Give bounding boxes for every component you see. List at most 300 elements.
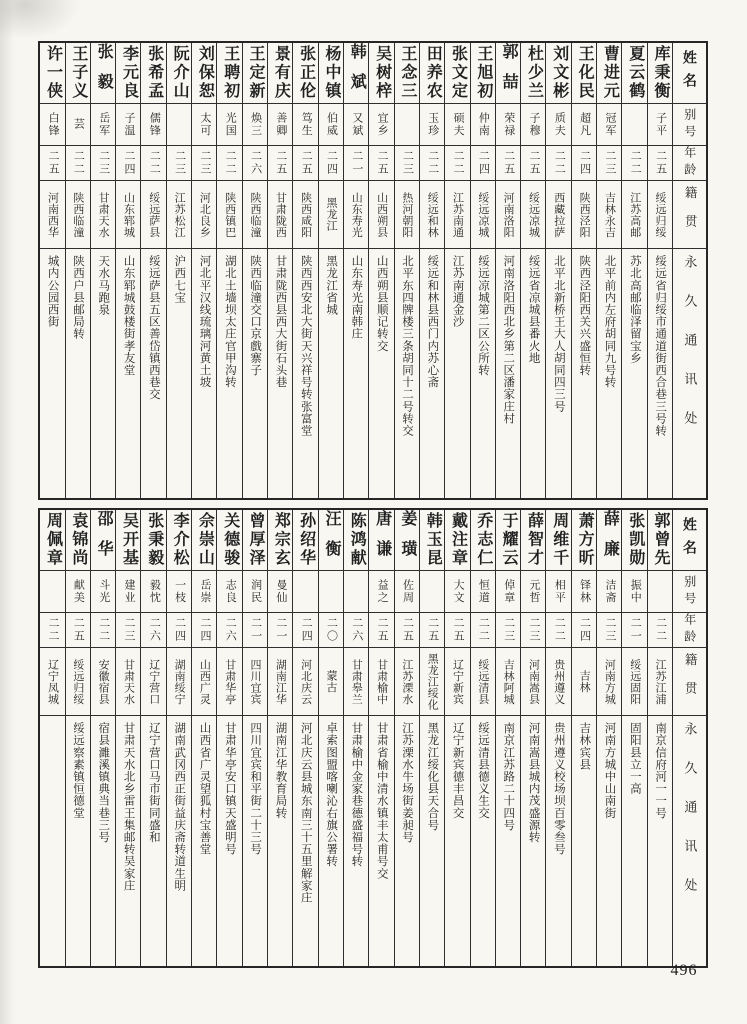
header-label-native-place: 籍贯: [683, 653, 698, 710]
entry-column: [545, 43, 570, 498]
entry-column: [40, 510, 64, 966]
entry-column: [318, 510, 343, 966]
entry-address: 辽宁新宾德丰昌交: [451, 722, 464, 819]
entry-native-place: 陕西临潼: [249, 191, 261, 238]
entry-address: 湖南武冈西正街益庆斋转道生明: [173, 722, 186, 892]
entry-native-place: 山东郓城: [122, 191, 135, 238]
entry-native-place: 江苏南通: [451, 191, 464, 238]
entry-age: 二〇: [325, 617, 338, 643]
entry-age: 二四: [198, 617, 211, 643]
entry-native-place: 江苏松江: [173, 191, 186, 238]
entry-address: 北平东四牌楼三条胡同十二号转交: [401, 255, 414, 437]
entry-name: 李元良: [120, 45, 138, 101]
entry-age: 二三: [198, 150, 211, 176]
entry-column: [520, 510, 545, 966]
entry-address: 湖北土墙坝太庄官甲沟转: [223, 255, 236, 389]
entry-alias: 冠军: [603, 112, 616, 137]
entry-name: 景有庆: [272, 45, 290, 101]
entry-native-place: 绥远清县: [476, 658, 489, 705]
entry-alias: 一枝: [173, 579, 186, 604]
entry-column: [470, 43, 495, 498]
entry-address: 陕西户县邮局转: [71, 255, 84, 340]
entry-address: 天水马跑泉: [97, 255, 110, 316]
entry-age: 二一: [629, 617, 642, 643]
entry-native-place: 江苏高邮: [628, 191, 641, 238]
entry-native-place: 陕西咸阳: [299, 191, 312, 238]
entry-name: 吴开基: [120, 512, 138, 568]
entry-column: [115, 510, 140, 966]
entry-age: 二五: [72, 617, 85, 643]
entry-age: 二二: [224, 150, 237, 176]
entry-alias: 元哲: [528, 579, 541, 604]
entry-name: 王聘初: [221, 45, 239, 101]
entry-name: 王定新: [247, 45, 264, 101]
entry-age: 二三: [123, 617, 136, 643]
entry-native-place: 绥远固阳: [628, 658, 641, 705]
entry-address: 甘肃华亭安口镇天盛明号: [223, 722, 236, 856]
entry-native-place: 山西朔县: [375, 191, 388, 238]
entry-native-place: 绥远萨县: [147, 191, 160, 238]
entry-column: [242, 43, 267, 498]
entry-alias: 子温: [123, 112, 136, 137]
entry-column: [90, 510, 115, 966]
entry-native-place: 安徽宿县: [97, 658, 110, 705]
entry-age: 二四: [300, 617, 313, 643]
header-label-native-place: 籍贯: [683, 186, 698, 243]
entry-native-place: 甘肃皋兰: [350, 658, 363, 705]
entry-alias: 焕三: [249, 112, 262, 137]
entry-address: 江苏溧水牛场街姜昶号: [401, 722, 414, 843]
entry-column: [216, 510, 241, 966]
entry-address: 四川宜宾和平街二十三号: [249, 722, 262, 856]
entry-address: 辽宁营口马市街同盛和: [147, 722, 160, 843]
entry-address: 苏北高邮临泽留宝乡: [628, 255, 641, 364]
entry-native-place: 陕西临潼: [71, 191, 84, 238]
entry-name: 戴注章: [449, 512, 467, 568]
entry-column: [267, 43, 292, 498]
entry-column: [242, 510, 267, 966]
entry-alias: 芸: [72, 118, 85, 131]
entry-column: [621, 510, 646, 966]
entry-name: 王念三: [398, 45, 416, 101]
entry-age: 二四: [477, 150, 490, 176]
entry-column: [65, 510, 90, 966]
entry-native-place: 辽宁凤城: [46, 658, 59, 705]
entry-name: 田养农: [424, 45, 442, 101]
entry-alias: 斗光: [97, 579, 110, 604]
entry-age: 二五: [452, 617, 465, 643]
entry-age: 二二: [553, 150, 566, 176]
entry-name: 姜璜: [398, 510, 416, 570]
entry-age: 二五: [300, 150, 313, 176]
entry-age: 二四: [578, 150, 591, 176]
entry-name: 许一侠: [44, 45, 62, 101]
entry-name: 汪衡: [322, 510, 340, 570]
entry-column: [394, 43, 419, 498]
entry-column: [647, 510, 672, 966]
entry-alias: 太可: [198, 112, 211, 137]
entry-column: [267, 510, 292, 966]
entry-native-place: 甘肃华亭: [223, 658, 236, 705]
entry-column: [140, 43, 165, 498]
entry-alias: 宜乡: [376, 112, 389, 137]
entry-column: [596, 43, 621, 498]
entry-age: 二三: [173, 150, 186, 176]
entry-native-place: 绥远归绥: [654, 191, 666, 238]
entry-native-place: 绥远归绥: [71, 658, 84, 705]
entry-column: [596, 510, 621, 966]
entry-native-place: 甘肃陇西: [274, 191, 287, 238]
entry-column: [621, 43, 646, 498]
entry-address: 绥远省归绥市通道街西合巷三号转: [654, 255, 667, 437]
entry-column: [140, 510, 165, 966]
entry-age: 二六: [350, 617, 363, 643]
entry-native-place: 贵州遵义: [552, 658, 565, 705]
entry-address: 南京江苏路二十四号: [502, 722, 515, 831]
entry-native-place: 山东寿光: [350, 191, 363, 238]
entry-address: 山东郓城鼓楼街孝友堂: [122, 255, 135, 376]
entry-address: 河北平汉线琉璃河黄土坡: [198, 255, 211, 389]
entry-column: [495, 43, 520, 498]
entry-name: 杨中镇: [322, 45, 340, 101]
entry-column: [65, 43, 90, 498]
entry-age: 二二: [477, 617, 490, 643]
entry-address: 湖南江华教育局转: [274, 722, 287, 819]
entry-alias: 益之: [376, 579, 389, 604]
entry-name: 郭喆: [500, 43, 518, 103]
entry-native-place: 河南方城: [603, 658, 616, 705]
entry-alias: 恒道: [477, 579, 490, 604]
entry-alias: 白锋: [47, 112, 60, 137]
entry-age: 二一: [274, 617, 287, 643]
entry-address: 南京信府河一一号: [654, 722, 667, 819]
entry-age: 二六: [249, 150, 262, 176]
entry-age: 二四: [578, 617, 591, 643]
entry-alias: 建业: [123, 579, 136, 604]
entry-alias: 振中: [629, 579, 642, 604]
entry-native-place: 湖南江华: [274, 658, 287, 705]
entry-age: 二二: [97, 617, 110, 643]
entry-age: 二四: [123, 150, 136, 176]
entry-native-place: 河南洛阳: [502, 191, 515, 238]
entry-native-place: 热河朝阳: [400, 191, 413, 238]
header-label-address: 永久通讯处: [682, 255, 698, 450]
entry-column: [470, 510, 495, 966]
entry-column: [90, 43, 115, 498]
entry-age: 二六: [148, 617, 161, 643]
entry-name: 关德骏: [221, 512, 239, 568]
entry-age: 二三: [603, 617, 616, 643]
entry-name: 韩玉昆: [424, 512, 442, 568]
entry-address: 卓索图盟喀喇沁右旗公署转: [325, 722, 338, 868]
entry-name: 郭曾先: [652, 512, 669, 568]
entry-alias: 善卿: [274, 112, 287, 137]
header-label-name: 姓名: [681, 517, 698, 563]
entry-age: 二三: [401, 150, 414, 176]
entry-native-place: 湖南绥宁: [173, 658, 186, 705]
entry-alias: 相平: [553, 579, 566, 604]
entry-column: [343, 510, 368, 966]
header-label-alias: 别号: [682, 107, 697, 142]
entry-age: 二三: [97, 150, 110, 176]
entry-address: 江苏南通金沙: [451, 255, 464, 328]
entry-alias: 铎林: [578, 579, 591, 604]
entry-column: [166, 510, 191, 966]
entry-age: 二三: [528, 617, 541, 643]
entry-native-place: 陕西泾阳: [578, 191, 591, 238]
entry-age: 二五: [376, 150, 389, 176]
entry-column: [343, 43, 368, 498]
entry-column: [495, 510, 520, 966]
entry-native-place: 黑龙江绥化: [426, 652, 439, 711]
header-label-age: 年龄: [682, 613, 697, 647]
entry-native-place: 蒙古: [324, 670, 337, 693]
entry-native-place: 辽宁营口: [147, 658, 160, 705]
entry-address: 绥远凉城第二区公所转: [476, 255, 489, 376]
header-label-name: 姓名: [681, 50, 698, 96]
entry-name: 薛智才: [525, 512, 543, 568]
entry-name: 刘保恕: [196, 45, 214, 101]
entry-native-place: 绥远和林: [426, 191, 439, 238]
entry-column: [368, 43, 393, 498]
entry-column: [647, 43, 672, 498]
entry-name: 王子义: [69, 45, 87, 101]
entry-age: 二五: [502, 150, 515, 176]
entry-name: 陈鸿献: [348, 512, 366, 568]
entry-age: 二二: [47, 617, 60, 643]
entry-name: 张凯勋: [626, 512, 644, 568]
entry-native-place: 绥远凉城: [476, 191, 489, 238]
entry-name: 韩斌: [348, 43, 366, 103]
entry-age: 二二: [426, 150, 439, 176]
entry-column: [191, 43, 216, 498]
header-label-alias: 别号: [682, 574, 697, 609]
entry-name: 薛廉: [601, 510, 619, 570]
header-label-address: 永久通讯处: [682, 722, 698, 917]
entry-column: [444, 510, 469, 966]
entry-column: [368, 510, 393, 966]
directory-table-upper: [38, 41, 708, 500]
entry-native-place: 江苏江浦: [654, 658, 666, 705]
entry-column: [191, 510, 216, 966]
entry-address: 甘肃榆中金家巷德盛福号转: [350, 722, 363, 868]
entry-name: 张希孟: [145, 45, 163, 101]
entry-alias: 荣禄: [502, 112, 515, 137]
entry-age: 二六: [224, 617, 237, 643]
entry-name: 张秉毅: [145, 512, 163, 568]
entry-age: 二五: [47, 150, 60, 176]
entry-name: 杜少兰: [525, 45, 543, 101]
entry-name: 夏云鹤: [626, 45, 644, 101]
entry-alias: 硕夫: [452, 112, 465, 137]
entry-name: 王化民: [576, 45, 594, 101]
entry-alias: 子平: [654, 112, 667, 137]
entry-age: 二二: [553, 617, 566, 643]
entry-address: 沪西七宝: [173, 255, 186, 304]
entry-alias: 倬章: [502, 579, 515, 604]
entry-address: 吉林宾县: [578, 722, 591, 771]
entry-alias: 洁斋: [603, 579, 616, 604]
header-column: [672, 43, 706, 498]
entry-address: 黑龙江省城: [325, 255, 338, 316]
entry-alias: 佐周: [401, 579, 414, 604]
entry-address: 绥远清县德义生交: [476, 722, 489, 819]
entry-address: 绥远省凉城县番火地: [527, 255, 540, 364]
entry-alias: 笃生: [300, 112, 313, 137]
entry-name: 李介松: [171, 512, 189, 568]
entry-native-place: 甘肃榆中: [375, 658, 388, 705]
entry-column: [166, 43, 191, 498]
entry-address: 绥远萨县五区善岱镇西巷交: [147, 255, 160, 401]
entry-alias: 大文: [452, 579, 465, 604]
entry-column: [115, 43, 140, 498]
entry-address: 北平北新桥王大人胡同四三号: [552, 255, 565, 413]
entry-native-place: 绥远凉城: [527, 191, 540, 238]
entry-name: 萧方昕: [576, 512, 594, 568]
page-number: 496: [670, 962, 698, 979]
entry-native-place: 河南西华: [46, 191, 59, 238]
entry-address: 固阳县立一高: [628, 722, 641, 795]
entry-age: 二二: [629, 150, 642, 176]
entry-age: 二二: [148, 150, 161, 176]
entry-name: 王旭初: [474, 45, 492, 101]
entry-age: 二五: [401, 617, 414, 643]
entry-alias: 志良: [224, 579, 237, 604]
entry-name: 乔志仁: [474, 512, 492, 568]
entry-column: [40, 43, 64, 498]
entry-name: 于耀云: [500, 512, 518, 568]
entry-address: 城内公园西街: [46, 255, 59, 328]
entry-address: 甘肃陇西县西大街石头巷: [274, 255, 287, 389]
entry-column: [545, 510, 570, 966]
entry-age: 二一: [249, 617, 262, 643]
entry-native-place: 山西广灵: [198, 658, 211, 705]
entry-address: 河北庆云县城东南三十五里解家庄: [299, 722, 312, 904]
entry-native-place: 河北良乡: [198, 191, 211, 238]
entry-native-place: 吉林阿城: [502, 658, 515, 705]
entry-alias: 伯威: [325, 112, 338, 137]
header-label-age: 年龄: [682, 146, 697, 180]
entry-native-place: 四川宜宾: [249, 658, 261, 705]
entry-address: 北平前内左府胡同九号转: [603, 255, 616, 389]
entry-column: [419, 43, 444, 498]
entry-age: 二一: [350, 150, 363, 176]
entry-alias: 光国: [224, 112, 237, 137]
entry-address: 宿县濉溪镇典当巷三号: [97, 722, 110, 843]
entry-native-place: 甘肃天水: [122, 658, 135, 705]
entry-column: [571, 510, 596, 966]
entry-name: 曹进元: [601, 45, 619, 101]
entry-native-place: 河北庆云: [299, 658, 312, 705]
entry-name: 刘文彬: [550, 45, 568, 101]
entry-alias: 岳崇: [198, 579, 211, 604]
entry-address: 陕西临潼交口京戲寨子: [249, 255, 262, 376]
entry-name: 孙绍华: [297, 512, 315, 568]
entry-address: 河南洛阳西北乡第二区潘家庄村: [502, 255, 515, 425]
entry-alias: 曼仙: [274, 579, 287, 604]
entry-native-place: 西藏拉萨: [552, 191, 565, 238]
entry-column: [292, 510, 317, 966]
entry-age: 二三: [502, 617, 515, 643]
entry-address: 绥远察素镇恒德堂: [71, 722, 84, 819]
entry-native-place: 江苏溧水: [400, 658, 413, 705]
entry-age: 二三: [603, 150, 616, 176]
entry-address: 陕西泾阳西关兴盛恒转: [578, 255, 591, 376]
entry-alias: 毅忱: [148, 579, 161, 604]
entry-alias: 润民: [249, 579, 262, 604]
entry-alias: 玉珍: [426, 112, 439, 137]
entry-address: 贵州遵义校场坝百零叁号: [552, 722, 565, 856]
entry-column: [444, 43, 469, 498]
entry-age: 二五: [528, 150, 541, 176]
entry-age: 二四: [325, 150, 338, 176]
entry-age: 二二: [72, 150, 85, 176]
entry-name: 唐谦: [373, 510, 391, 570]
entry-age: 二五: [274, 150, 287, 176]
entry-column: [394, 510, 419, 966]
entry-address: 山东寿光南韩庄: [350, 255, 363, 340]
entry-native-place: 黑龙江: [324, 197, 337, 232]
entry-address: 山西朔县顺记转交: [375, 255, 388, 352]
entry-name: 库秉衡: [652, 45, 669, 101]
entry-alias: 仲南: [477, 112, 490, 137]
entry-name: 周佩章: [44, 512, 62, 568]
entry-alias: 献美: [72, 579, 85, 604]
entry-address: 陕西西安北大街天兴祥号转张富堂: [299, 255, 312, 437]
entry-address: 河南嵩县城内茂盛源转: [527, 722, 540, 843]
entry-age: 二五: [376, 617, 389, 643]
entry-alias: 质夫: [553, 112, 566, 137]
entry-column: [318, 43, 343, 498]
entry-name: 袁锦尚: [69, 512, 87, 568]
entry-alias: 超凡: [578, 112, 591, 137]
entry-alias: 岳军: [97, 112, 110, 137]
entry-native-place: 甘肃天水: [97, 191, 110, 238]
entry-name: 张文定: [449, 45, 467, 101]
entry-name: 张毅: [95, 43, 113, 103]
entry-name: 吴树梓: [373, 45, 391, 101]
entry-alias: 子穆: [528, 112, 541, 137]
entry-name: 阮介山: [171, 45, 189, 101]
directory-table-lower: [38, 508, 708, 968]
entry-name: 张正伦: [297, 45, 315, 101]
entry-address: 甘肃天水北乡雷王集邮转吴家庄: [122, 722, 135, 892]
entry-name: 郑宗玄: [272, 512, 290, 568]
entry-name: 周维千: [550, 512, 568, 568]
entry-age: 二四: [173, 617, 186, 643]
entry-column: [292, 43, 317, 498]
entry-name: 邵华: [95, 510, 113, 570]
entry-name: 佘崇山: [196, 512, 214, 568]
entry-age: 二五: [426, 617, 439, 643]
entry-native-place: 河南嵩县: [527, 658, 540, 705]
entry-native-place: 吉林永吉: [603, 191, 616, 238]
entry-native-place: 吉林: [578, 670, 591, 693]
entry-name: 曾厚泽: [247, 512, 264, 568]
entry-alias: 又斌: [350, 112, 363, 137]
entry-age: 二二: [452, 150, 465, 176]
entry-address: 黑龙江绥化县天合号: [426, 722, 439, 831]
entry-address: 河南方城中山南街: [603, 722, 616, 819]
entry-age: 二五: [654, 150, 667, 176]
entry-address: 甘肃省榆中清水镇丰太甫号交: [375, 722, 388, 880]
entry-native-place: 辽宁新宾: [451, 658, 464, 705]
entry-age: 二二: [654, 617, 667, 643]
entry-column: [571, 43, 596, 498]
entry-column: [216, 43, 241, 498]
entry-address: 山西省广灵望狐村宝善堂: [198, 722, 211, 856]
header-column: [672, 510, 706, 966]
